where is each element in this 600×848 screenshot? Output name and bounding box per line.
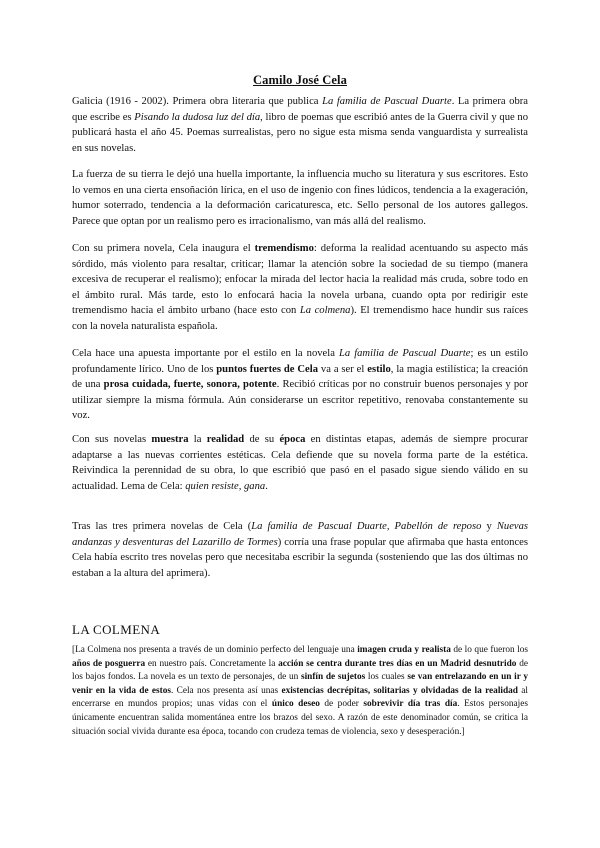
paragraph-influence: La fuerza de su tierra le dejó una huella importante, la influencia mucho su literatura y sus escritores. Esto lo vemos en una cierta ensoñación lírica, en el uso de ingenio con fines lúdicos, tendencia a la exageración, humor soterrado, tendencia a la deformación caricaturesca, etc. Sello personal de los autores gallegos. Parece que optan por un realismo pero es irracionalismo, van más allá del realismo. <box>72 169 528 227</box>
paragraph-biography <box>72 94 528 156</box>
paragraph-tremendismo <box>72 241 528 335</box>
bold-term: único deseo <box>271 699 320 710</box>
text: ; es un estilo profundamente lírico. Uno de los <box>72 348 528 375</box>
bold-term: época <box>279 434 306 445</box>
bold-term: prosa cuidada, fuerte, sonora, potente <box>103 379 277 391</box>
text: la <box>188 434 207 445</box>
text: . Estos personajes únicamente encuentran salida momentánea entre los brazos del sexo. A razón de este denominador común, se critica la situación social vivida durante esa época, tocando con crudeza temas de violencia, sexo y desesperación.] <box>72 699 528 737</box>
bold-term: sinfín de sujetos <box>300 672 366 683</box>
bold-term: acción se centra durante tres días en un Madrid desnutrido <box>278 658 517 669</box>
text: de lo que fueron los <box>450 645 528 655</box>
book-title: La familia de Pascual Duarte <box>322 96 452 107</box>
bold-term: existencias decrépitas, solitarias y olvidadas de la realidad <box>281 685 518 696</box>
bold-term: sobrevivir día tras día <box>363 699 458 710</box>
section-heading: LA COLMENA <box>72 622 161 637</box>
book-title: Nuevas andanzas y desventuras del Lazarillo de Tormes <box>72 521 529 548</box>
text: Con su primera novela, Cela inaugura el <box>72 243 255 254</box>
paragraph-novels <box>72 519 528 581</box>
paragraph-style <box>72 346 528 424</box>
bold-term: muestra <box>151 434 189 445</box>
page-title: Camilo José Cela <box>253 73 347 87</box>
paragraph-la-colmena <box>72 644 528 739</box>
bold-term: imagen cruda y realista <box>357 645 451 655</box>
text: y <box>481 521 497 532</box>
bold-term: se van entrelazando en un ir y venir en la vida de estos <box>72 672 528 696</box>
text: , la magia estilística; la creación de una <box>72 363 528 391</box>
book-title: Pisando la dudosa luz del día <box>134 111 261 123</box>
text: en nuestro país. Concretamente la <box>145 658 279 669</box>
text: Galicia (1916 - 2002). Primera obra literaria que publica <box>72 96 323 107</box>
text: . <box>265 480 268 492</box>
text: Cela hace una apuesta importante por el estilo en la novela <box>72 348 339 359</box>
book-title: La colmena <box>299 305 351 317</box>
text: en distintas etapas, además de siempre procurar adaptarse a las nuevas corrientes estéticas. Cela defiende que su novela forma parte de la estética. Reivindica la perennidad de su obra, lo que escribió que pasó en el pasado sigue siendo válido en su actualidad. Lema de Cela: <box>72 434 528 492</box>
motto: quien resiste, gana <box>185 480 266 492</box>
text: los cuales <box>365 672 408 683</box>
bold-term: estilo <box>367 363 391 375</box>
bold-term: realidad <box>206 434 245 445</box>
text: de los bajos fondos. La novela es un texto de personajes, de un <box>72 658 528 683</box>
text: ) corría una frase popular que afirmaba que hasta entonces Cela había escrito tres novelas pero que necesitaba escribir la segunda (sosteniendo que las dos últimas no estaban a la altura del aprimera). <box>72 536 528 579</box>
text: Con sus novelas <box>72 434 152 445</box>
book-title: La familia de Pascual Duarte, Pabellón de reposo <box>251 521 482 532</box>
bold-term: puntos fuertes de Cela <box>216 363 318 375</box>
text: ). El tremendismo hace hundir sus raíces con la novela naturalista española. <box>72 305 528 332</box>
bold-term: años de posguerra <box>72 658 146 669</box>
text: [La Colmena nos presenta a través de un dominio perfecto del lenguaje una <box>72 645 358 655</box>
book-title: La familia de Pascual Duarte <box>338 348 471 359</box>
text: de su <box>244 434 280 445</box>
paragraph-reality <box>72 432 528 494</box>
text: . La primera obra que escribe es <box>72 96 528 123</box>
text: de poder <box>319 699 364 710</box>
text: . Cela nos presenta así unas <box>171 685 282 696</box>
text: va a ser el <box>318 363 368 375</box>
text: al encerrarse en mundos propios; unas vidas con el <box>72 685 528 710</box>
text: Tras las tres primera novelas de Cela ( <box>72 521 252 532</box>
bold-term: tremendismo <box>254 243 314 254</box>
text: . Recibió críticas por no construir buenos personajes y por utilizar siempre la misma fórmula. Aún considerarse un escritor repetitivo, renovaba constantemente su voz. <box>72 379 528 422</box>
text: , libro de poemas que escribió antes de la Guerra civil y que no publicará hasta el año 45. Poemas surrealistas, pero no sigue esta misma senda vanguardista y surrealista en sus novelas. <box>72 111 528 154</box>
text: : deforma la realidad acentuando su aspecto más sórdido, más violento para resaltar, criticar; llamar la atención sobre la sociedad de su tiempo (manera excesiva de recuperar el realismo); enfocar la mirada del lector hacia la realidad más cruda, sobre todo en el ámbito rural. Más tarde, esto lo enfocará hacia la novela urbana, cuando opta por redirigir este tremendismo hacia el ámbito urbano (hace esto con <box>72 243 528 317</box>
